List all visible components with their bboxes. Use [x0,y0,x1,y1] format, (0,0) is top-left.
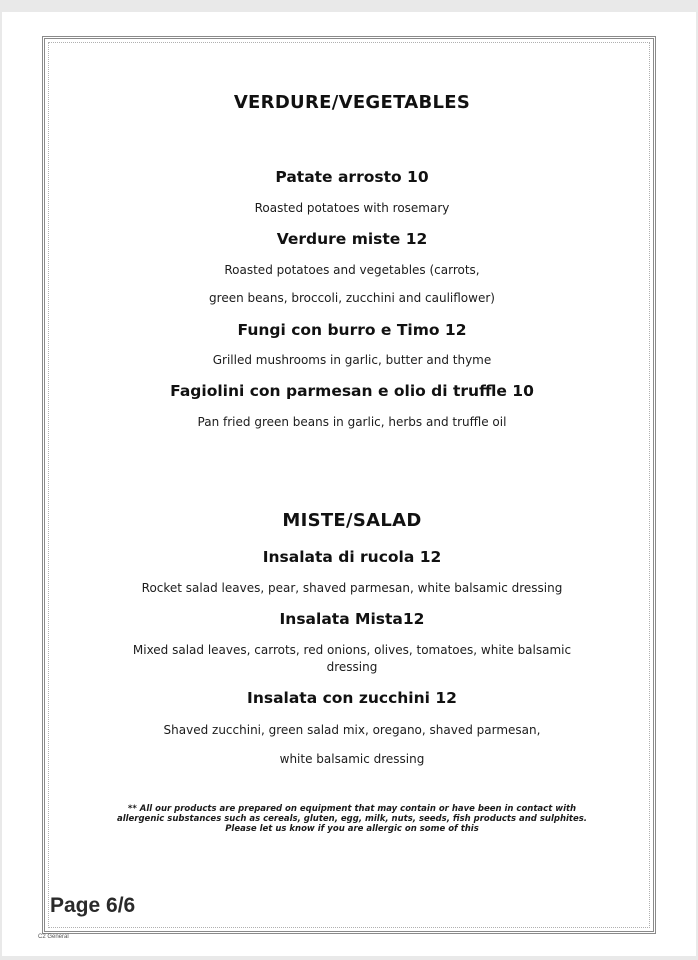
menu-item-desc: green beans, broccoli, zucchini and cauliflower) [209,291,495,305]
page-number: Page 6/6 [50,894,136,917]
menu-item-desc: dressing [326,660,378,674]
menu-item-desc: Grilled mushrooms in garlic, butter and thyme [212,353,492,367]
allergen-note-line: ** All our products are prepared on equipment that may contain or have been in contact with [127,804,577,814]
menu-item-name: Insalata di rucola 12 [262,548,442,566]
menu-item-name: Insalata Mista12 [279,610,425,628]
menu-item-desc: Pan fried green beans in garlic, herbs and truffle oil [197,415,507,429]
menu-item-desc: Rocket salad leaves, pear, shaved parmesan, white balsamic dressing [141,581,563,595]
menu-item-desc: Roasted potatoes and vegetables (carrots, [224,263,480,277]
classification-label: C2 General [38,934,69,940]
menu-item-desc: Roasted potatoes with rosemary [254,201,450,215]
allergen-note-line: allergenic substances such as cereals, gluten, egg, milk, nuts, seeds, fish products and sulphites. [116,814,588,824]
allergen-note-line: Please let us know if you are allergic on some of this [225,824,479,834]
menu-item-name: Patate arrosto 10 [275,168,429,186]
menu-item-desc: Mixed salad leaves, carrots, red onions, olives, tomatoes, white balsamic [132,643,572,657]
section-title-vegetables: VERDURE/VEGETABLES [233,92,471,113]
menu-item-name: Verdure miste 12 [276,230,428,248]
menu-item-name: Fagiolini con parmesan e olio di truffle 10 [170,382,534,400]
menu-item-name: Fungi con burro e Timo 12 [237,321,467,339]
menu-item-name: Insalata con zucchini 12 [247,689,457,707]
section-title-salad: MISTE/SALAD [282,510,422,531]
menu-item-desc: Shaved zucchini, green salad mix, oregano, shaved parmesan, [163,723,541,737]
menu-item-desc: white balsamic dressing [279,752,425,766]
menu-page [2,12,696,956]
